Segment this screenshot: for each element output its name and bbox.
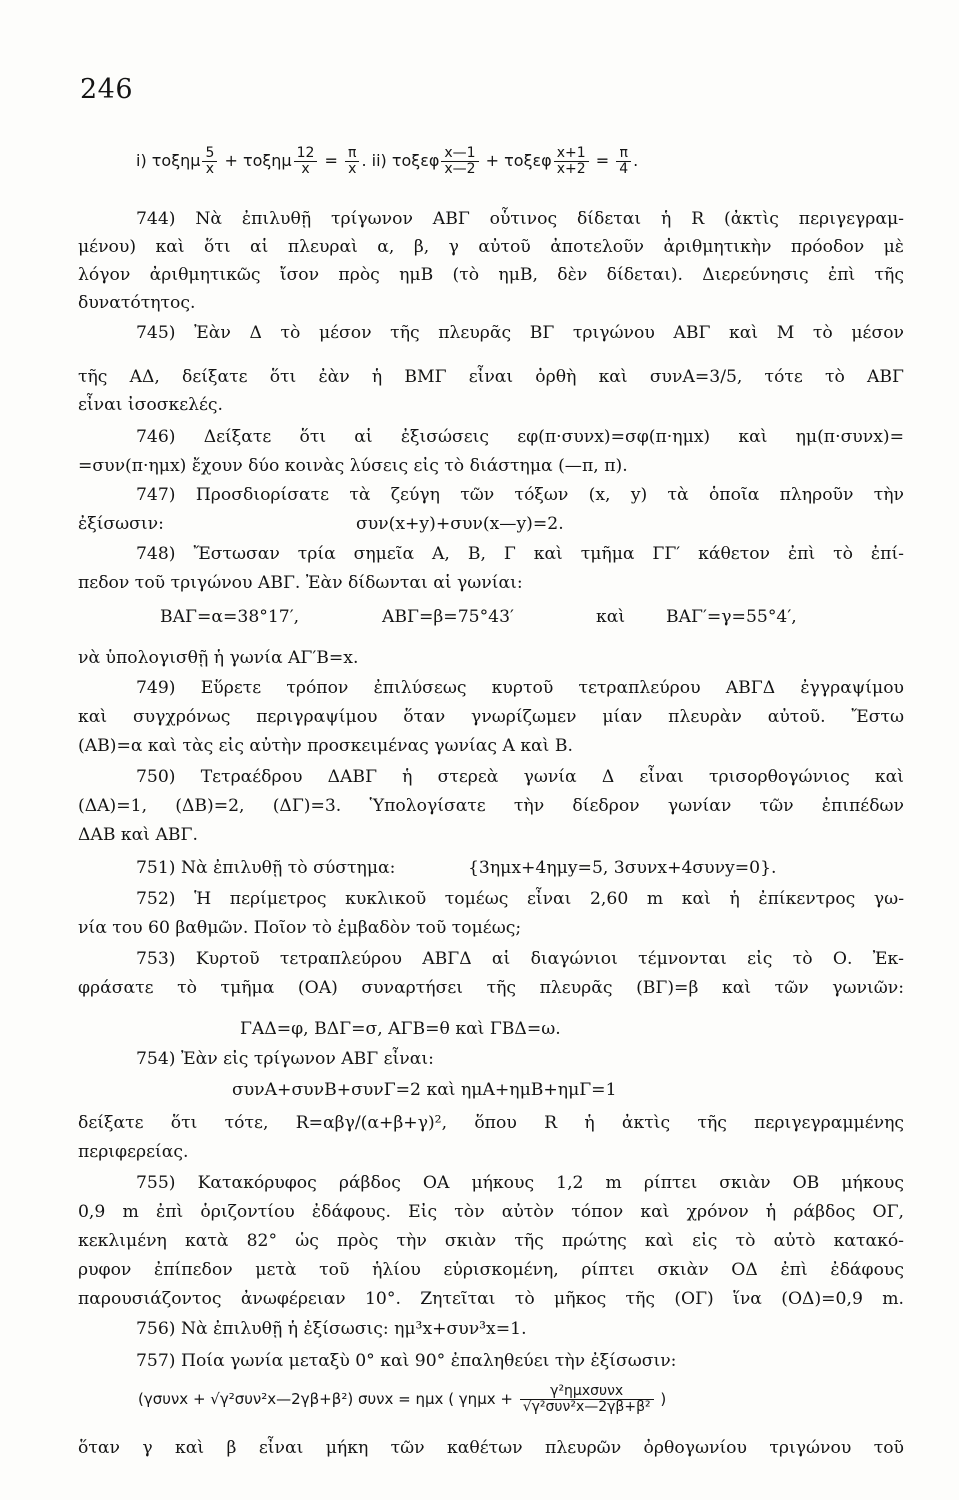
text-line: νὰ ὑπολογισθῇ ἡ γωνία ΑΓ′Β=x. bbox=[78, 648, 359, 668]
text-line: εἶναι ἰσοσκελές. bbox=[78, 395, 223, 415]
text-line: 745) Ἐὰν Δ τὸ μέσον τῆς πλευρᾶς ΒΓ τριγώνου ΑΒΓ καὶ Μ τὸ μέσον bbox=[136, 323, 904, 343]
fraction: $\frac{\pi}{4}$ bbox=[616, 146, 631, 177]
text-line: φράσατε τὸ τμῆμα (ΟΑ) συναρτήσει τῆς πλευρᾶς (ΒΓ)=β καὶ τῶν γωνιῶν: bbox=[78, 978, 904, 998]
text-line: 756) Νὰ ἐπιλυθῇ ἡ ἐξίσωσις: ημ³x+συν³x=1. bbox=[136, 1319, 527, 1339]
equation: ΑΒΓ=β=75°43′ bbox=[382, 607, 514, 627]
text-line: (ΔΑ)=1, (ΔΒ)=2, (ΔΓ)=3. Ὑπολογίσατε τὴν δίεδρον γωνίαν τῶν ἐπιπέδων bbox=[78, 796, 904, 816]
text-line: 0,9 m ἐπὶ ὁριζοντίου ἐδάφους. Εἰς τὸν αὐτὸν τόπον καὶ χρόνον ἡ ράβδος ΟΓ, bbox=[78, 1202, 904, 1222]
text-line: 750) Τετραέδρου ΔΑΒΓ ἡ στερεὰ γωνία Δ εἶναι τρισορθογώνιος καὶ bbox=[136, 767, 904, 787]
text-line: 753) Κυρτοῦ τετραπλεύρου ΑΒΓΔ αἱ διαγώνιοι τέμνονται εἰς τὸ Ο. Ἐκ- bbox=[136, 949, 904, 969]
equation: συν(x+y)+συν(x—y)=2. bbox=[356, 514, 564, 534]
text-line: πεδον τοῦ τριγώνου ΑΒΓ. Ἐὰν δίδωνται αἱ γωνίαι: bbox=[78, 573, 523, 593]
equation: συνΑ+συνΒ+συνΓ=2 καὶ ημΑ+ημΒ+ημΓ=1 bbox=[232, 1080, 617, 1100]
formula-text: + τοξεφ bbox=[480, 151, 552, 170]
fraction: $\frac{12}{x}$ bbox=[294, 146, 318, 177]
text-line: 754) Ἐὰν εἰς τρίγωνον ΑΒΓ εἶναι: bbox=[136, 1049, 434, 1069]
text-line: 747) Προσδιορίσατε τὰ ζεύγη τῶν τόξων (x, y) τὰ ὁποῖα πληροῦν τὴν bbox=[136, 485, 904, 505]
equation: ΒΑΓ=α=38°17′, bbox=[160, 607, 300, 627]
text-line: 746) Δείξατε ὅτι αἱ ἐξισώσεις εφ(π·συνx)=σφ(π·ημx) καὶ ημ(π·συνx)= bbox=[136, 427, 904, 447]
equation bbox=[138, 1384, 918, 1415]
text-line: τῆς ΑΔ, δείξατε ὅτι ἐὰν ἡ ΒΜΓ εἶναι ὀρθὴ καὶ συνΑ=3/5, τότε τὸ ΑΒΓ bbox=[78, 367, 904, 387]
text-line: κεκλιμένη κατὰ 82° ὡς πρὸς τὴν σκιὰν τῆς πρώτης καὶ εἰς τὸ αὐτὸ κατακό- bbox=[78, 1231, 904, 1251]
fraction: $\frac{x+1}{x+2}$ bbox=[554, 146, 589, 177]
text-line: νία του 60 βαθμῶν. Ποῖον τὸ ἐμβαδὸν τοῦ τομέως; bbox=[78, 918, 522, 938]
equation: {3ημx+4ημy=5, 3συνx+4συνy=0}. bbox=[468, 858, 777, 878]
formula-text: + τοξημ bbox=[219, 151, 292, 170]
text-line: ΔΑΒ καὶ ΑΒΓ. bbox=[78, 825, 198, 845]
text-line: 744) Νὰ ἐπιλυθῇ τρίγωνον ΑΒΓ οὗτινος δίδεται ἡ R (ἀκτὶς περιγεγραμ- bbox=[136, 209, 904, 229]
fraction: $\frac{5}{x}$ bbox=[202, 146, 217, 177]
text-line: 757) Ποία γωνία μεταξὺ 0° καὶ 90° ἐπαληθεύει τὴν ἐξίσωσιν: bbox=[136, 1351, 677, 1371]
formula-text: = bbox=[590, 151, 615, 170]
formula-text: (γσυνx + √γ²συν²x—2γβ+β²) συνx = ημx ( γημx + bbox=[138, 1390, 518, 1408]
formula-text: ) bbox=[655, 1390, 667, 1408]
text-line: ἐξίσωσιν: bbox=[78, 514, 164, 534]
formula-text: = bbox=[319, 151, 344, 170]
text-line: 751) Νὰ ἐπιλυθῇ τὸ σύστημα: bbox=[136, 858, 396, 878]
text-line: καὶ συγχρόνως περιγραψίμου ὅταν γνωρίζωμεν μίαν πλευρὰν αὐτοῦ. Ἔστω bbox=[78, 707, 904, 727]
text-line: 748) Ἔστωσαν τρία σημεῖα Α, Β, Γ καὶ τμῆμα ΓΓ′ κάθετον ἐπὶ τὸ ἐπί- bbox=[136, 544, 904, 564]
equation: ΓΑΔ=φ, ΒΔΓ=σ, ΑΓΒ=θ καὶ ΓΒΔ=ω. bbox=[240, 1019, 561, 1039]
formula-text: i) τοξημ bbox=[136, 151, 201, 170]
text-line: ρυφον ἐπίπεδον μετὰ τοῦ ἡλίου εὑρισκομένη, ρίπτει σκιὰν ΟΔ ἐπὶ ἐδάφους bbox=[78, 1260, 904, 1280]
formula-text: . ii) τοξεφ bbox=[361, 151, 440, 170]
text-line: 749) Εὕρετε τρόπον ἐπιλύσεως κυρτοῦ τετραπλεύρου ΑΒΓΔ ἐγγραψίμου bbox=[136, 678, 904, 698]
formula-text: . bbox=[633, 151, 639, 170]
text-line: =συν(π·ημx) ἔχουν δύο κοινὰς λύσεις εἰς τὸ διάστημα (—π, π). bbox=[78, 456, 628, 476]
page-number: 246 bbox=[80, 74, 134, 105]
text-line: λόγον ἀριθμητικῶς ἴσον πρὸς ημΒ (τὸ ημΒ, δὲν δίδεται). Διερεύνησις ἐπὶ τῆς bbox=[78, 265, 904, 285]
text-line: δείξατε ὅτι τότε, R=αβγ/(α+β+γ)², ὅπου R ἡ ἀκτὶς τῆς περιγεγραμμένης bbox=[78, 1113, 904, 1133]
text-line: δυνατότητος. bbox=[78, 293, 196, 313]
fraction: $\frac{x—1}{x—2}$ bbox=[441, 146, 478, 177]
text-line: μένου) καὶ ὅτι αἱ πλευραὶ α, β, γ αὐτοῦ ἀποτελοῦν ἀριθμητικὴν πρόοδον μὲ bbox=[78, 237, 904, 257]
text-line: 755) Κατακόρυφος ράβδος ΟΑ μήκους 1,2 m ρίπτει σκιὰν ΟΒ μήκους bbox=[136, 1173, 904, 1193]
text-line: περιφερείας. bbox=[78, 1142, 189, 1162]
text-line: (ΑΒ)=α καὶ τὰς εἰς αὐτὴν προσκειμένας γωνίας Α καὶ Β. bbox=[78, 736, 573, 756]
text-line: ὅταν γ καὶ β εἶναι μήκη τῶν καθέτων πλευρῶν ὀρθογωνίου τριγώνου τοῦ bbox=[78, 1438, 904, 1458]
text-line: παρουσιάζοντος ἀνωφέρειαν 10°. Ζητεῖται τὸ μῆκος τῆς (ΟΓ) ἵνα (ΟΔ)=0,9 m. bbox=[78, 1289, 904, 1309]
text-line: 752) Ἡ περίμετρος κυκλικοῦ τομέως εἶναι 2,60 m καὶ ἡ ἐπίκεντρος γω- bbox=[136, 889, 904, 909]
text-line: καὶ bbox=[596, 607, 626, 627]
equation: ΒΑΓ′=γ=55°4′, bbox=[666, 607, 797, 627]
fraction: γ²ημxσυνx √γ²συν²x—2γβ+β² bbox=[520, 1384, 654, 1415]
fraction: $\frac{\pi}{x}$ bbox=[345, 146, 359, 177]
exercise-743-formula-line bbox=[136, 146, 916, 177]
